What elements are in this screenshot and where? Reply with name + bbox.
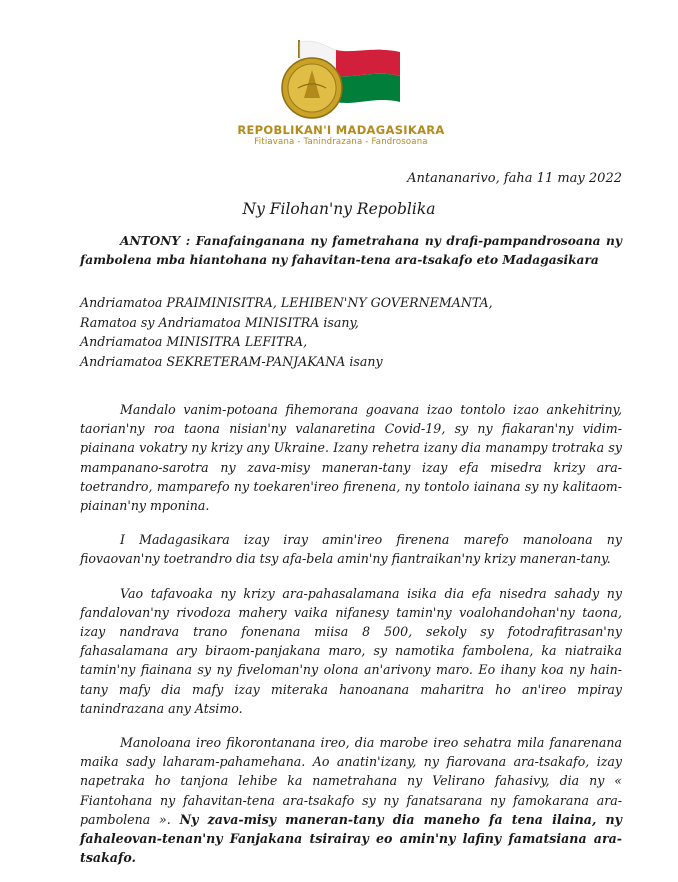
- flag-green-band: [336, 74, 400, 103]
- paragraph-1: Mandalo vanim-potoana fihemorana goavana izao tontolo izao ankehitriny, taorian'ny roa taona nisian'ny valanaretina Covid-19, sy ny fiakaran'ny vidim-piainana vokatry ny krizy any Ukraine. Izany rehetra izany dia manampy trotraka sy mampanano-sarotra ny zava-misy maneran-tany izay efa misedra krizy ara-toetrandro, mamparefo ny toekaren'ireo firenena, ny tontolo iainana sy ny kalitaom-piainan'ny mponina.: [80, 402, 622, 514]
- paragraph-3: Vao tafavoaka ny krizy ara-pahasalamana isika dia efa nisedra sahady ny fandalovan'ny rivodoza mahery vaika nifanesy tamin'ny voalohandohan'ny taona, izay nandrava trano fonenana miisa 8 500, sekoly sy fotodrafitrasan'ny fahasalamana ary biraom-panjakana maro, sy namotika fambolena, ka niatraika tamin'ny fiainana sy ny fiveloman'ny olona an'arivony maro. Eo ihany koa ny hain-tany mafy dia mafy izay miteraka hanoanana maharitra ho an'ireo mpiray tanindrazana any Atsimo.: [80, 585, 622, 716]
- republic-name: REPOBLIKAN'I MADAGASIKARA: [237, 123, 445, 137]
- paragraph-4-text: Manoloana ireo fikorontanana ireo, dia marobe ireo sehatra mila fanarenana maika sady laharam-pahamehana. Ao anatin'izany, ny fiarovana ara-tsakafo, izay napetraka ho tanjona lehibe ka nametrahana ny Velirano fahasivy, dia ny « Fiantohana ny fahavitan-tena ara-tsakafo sy ny fanatsarana ny famokarana ara-pambolena ».: [80, 735, 622, 827]
- subject-block: [80, 232, 622, 269]
- letter-body: [80, 400, 622, 882]
- republic-emblem: [276, 40, 406, 124]
- republic-header: [236, 124, 446, 147]
- paragraph-4: [80, 733, 622, 867]
- addressee-list: [80, 293, 622, 371]
- flag-red-band: [336, 50, 400, 77]
- addressee-item: Andriamatoa MINISITRA LEFITRA,: [80, 334, 308, 349]
- document-title: Ny Filohan'ny Repoblika: [242, 200, 436, 218]
- subject-text: Fanafainganana ny fametrahana ny drafi-pampandrosoana ny fambolena mba hiantohana ny fahavitan-tena ara-tsakafo eto Madagasikara: [80, 234, 622, 267]
- addressee-item: Ramatoa sy Andriamatoa MINISITRA isany,: [80, 314, 359, 330]
- paragraph-2: I Madagasikara izay iray amin'ireo firenena marefo manoloana ny fiovaovan'ny toetrandro dia tsy afa-bela amin'ny fiantraikan'ny krizy maneran-tany.: [80, 532, 622, 567]
- subject-separator: :: [180, 234, 196, 248]
- date-line: Antananarivo, faha 11 may 2022: [407, 171, 622, 186]
- addressee-item: Andriamatoa SEKRETERAM-PANJAKANA isany: [80, 353, 383, 369]
- republic-motto: Fitiavana - Tanindrazana - Fandrosoana: [254, 137, 428, 147]
- addressee-item: Andriamatoa PRAIMINISITRA, LEHIBEN'NY GOVERNEMANTA,: [80, 295, 493, 310]
- paragraph-4-emphasis: Ny zava-misy maneran-tany dia maneho fa tena ilaina, ny fahaleovan-tenan'ny Fanjakana tsirairay eo amin'ny lafiny famatsiana ara-tsakafo.: [80, 811, 622, 866]
- subject-label: ANTONY: [120, 234, 181, 248]
